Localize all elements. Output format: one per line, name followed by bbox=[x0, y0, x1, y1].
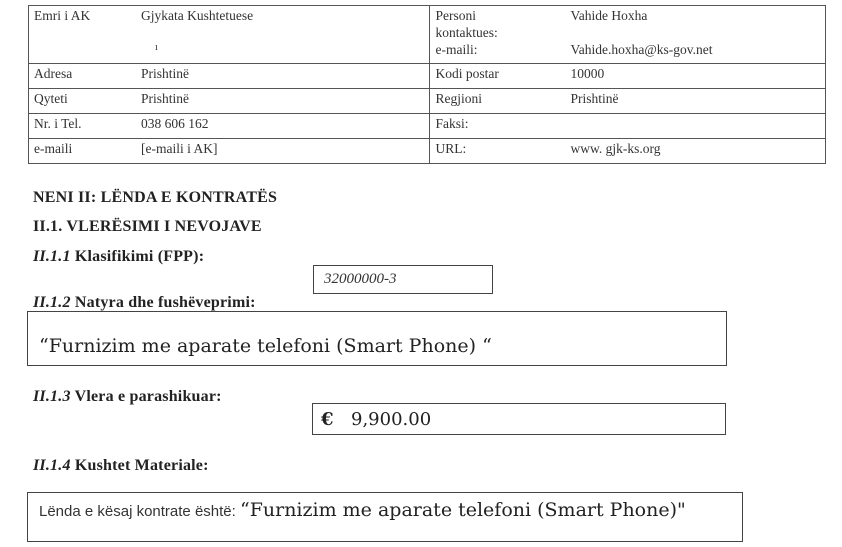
conditions-heading bbox=[33, 457, 209, 475]
estimated-value-amount: 9,900.00 bbox=[351, 409, 432, 430]
postal-code-value: 10000 bbox=[570, 66, 605, 81]
classification-value: 32000000-3 bbox=[324, 271, 397, 287]
phone-value: 038 606 162 bbox=[141, 116, 209, 131]
city-label: Qyteti bbox=[34, 91, 68, 106]
estimated-value-number: II.1.3 bbox=[33, 388, 71, 405]
phone-cell bbox=[29, 114, 430, 139]
estimated-value-heading bbox=[33, 388, 222, 406]
nature-label: Natyra dhe fushëveprimi: bbox=[74, 294, 256, 311]
address-label: Adresa bbox=[34, 66, 73, 81]
email-label: e-maili bbox=[34, 141, 73, 156]
section-subtitle: II.1. VLERËSIMI I NEVOJAVE bbox=[33, 218, 262, 235]
authority-name-cell bbox=[29, 6, 430, 64]
city-cell bbox=[29, 89, 430, 114]
classification-box bbox=[313, 265, 493, 294]
classification-number: II.1.1 bbox=[33, 248, 71, 265]
fax-cell bbox=[430, 114, 826, 139]
city-value: Prishtinë bbox=[141, 91, 190, 106]
authority-name-value: Gjykata Kushtetuese bbox=[141, 8, 254, 23]
region-label: Regjioni bbox=[435, 91, 482, 106]
classification-heading bbox=[33, 248, 204, 266]
conditions-number: II.1.4 bbox=[33, 457, 71, 474]
region-cell bbox=[430, 89, 826, 114]
contact-person-cell bbox=[430, 6, 826, 64]
fax-label: Faksi: bbox=[435, 116, 469, 131]
nature-number: II.1.2 bbox=[33, 294, 71, 311]
contact-person-label-1: Personi bbox=[435, 8, 476, 23]
postal-code-label: Kodi postar bbox=[435, 66, 499, 81]
contact-person-label-2: kontaktues: bbox=[435, 25, 498, 40]
classification-label: Klasifikimi (FPP): bbox=[74, 248, 205, 265]
url-label: URL: bbox=[435, 141, 467, 156]
nature-box bbox=[27, 311, 727, 366]
conditions-text bbox=[39, 499, 686, 521]
nature-heading bbox=[33, 294, 256, 312]
email-cell bbox=[29, 139, 430, 164]
estimated-value-label: Vlera e parashikuar: bbox=[74, 388, 222, 405]
contracting-authority-table bbox=[28, 5, 826, 164]
contact-email-label: e-maili: bbox=[435, 42, 478, 57]
contact-email-value: Vahide.hoxha@ks-gov.net bbox=[570, 42, 713, 57]
address-value: Prishtinë bbox=[141, 66, 190, 81]
conditions-value: “Furnizim me aparate telefoni (Smart Phone)" bbox=[239, 499, 686, 521]
conditions-box bbox=[27, 492, 743, 542]
section-title: NENI II: LËNDA E KONTRATËS bbox=[33, 189, 278, 206]
region-value: Prishtinë bbox=[570, 91, 619, 106]
url-cell bbox=[430, 139, 826, 164]
conditions-prefix: Lënda e kësaj kontrate është: bbox=[39, 503, 240, 520]
currency-symbol: € bbox=[321, 409, 334, 430]
phone-label: Nr. i Tel. bbox=[34, 116, 82, 131]
contact-person-value: Vahide Hoxha bbox=[570, 8, 648, 23]
nature-value: “Furnizim me aparate telefoni (Smart Phone) “ bbox=[39, 335, 492, 357]
email-value: [e-maili i AK] bbox=[141, 141, 218, 156]
conditions-label: Kushtet Materiale: bbox=[74, 457, 209, 474]
estimated-value-box bbox=[312, 403, 726, 435]
stray-mark: ı bbox=[155, 42, 158, 53]
postal-code-cell bbox=[430, 64, 826, 89]
address-cell bbox=[29, 64, 430, 89]
authority-name-label: Emri i AK bbox=[34, 8, 91, 23]
url-value: www. gjk-ks.org bbox=[570, 141, 661, 156]
